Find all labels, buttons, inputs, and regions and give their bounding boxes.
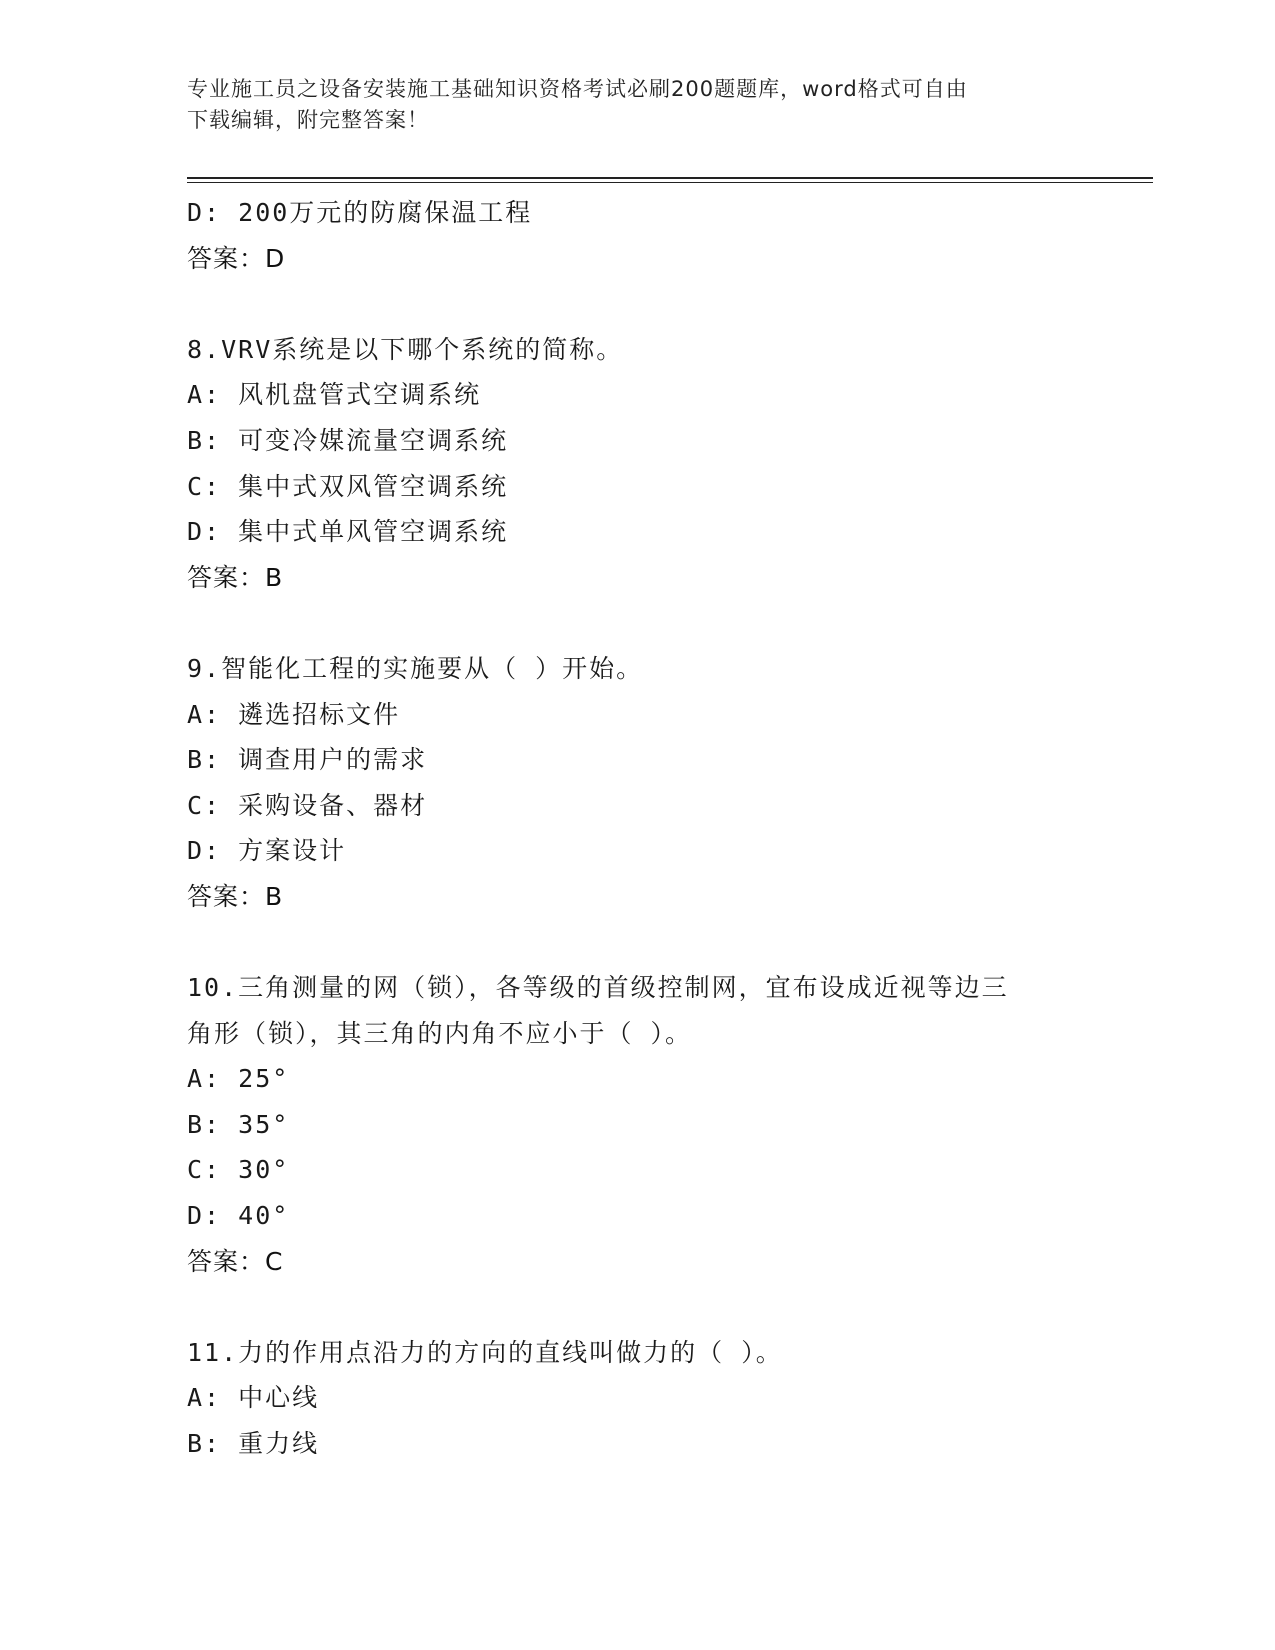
option-line: B: 35°	[187, 1109, 290, 1139]
question-text: 角形（锁），其三角的内角不应小于（ ）。	[187, 1018, 693, 1048]
option-line: D: 集中式单风管空调系统	[187, 517, 509, 547]
answer-line: 答案：B	[187, 562, 284, 592]
option-line: C: 集中式双风管空调系统	[187, 471, 509, 501]
option-line: D: 方案设计	[187, 836, 347, 866]
header-line-2: 下载编辑，附完整答案！	[187, 108, 429, 132]
document-header	[187, 74, 1087, 136]
option-line: A: 遴选招标文件	[187, 699, 401, 729]
header-rule-thick	[187, 177, 1153, 179]
paragraph-gap	[187, 600, 1147, 646]
paragraph-gap	[187, 281, 1147, 327]
option-line: A: 风机盘管式空调系统	[187, 380, 482, 410]
option-line: A: 中心线	[187, 1383, 320, 1413]
question-text: 10.三角测量的网（锁），各等级的首级控制网，宜布设成近视等边三	[187, 973, 1009, 1003]
option-line: C: 30°	[187, 1155, 290, 1185]
option-line: B: 可变冷媒流量空调系统	[187, 425, 509, 455]
header-line-1: 专业施工员之设备安装施工基础知识资格考试必刷200题题库，word格式可自由	[187, 77, 968, 101]
option-line: D: 40°	[187, 1201, 290, 1231]
question-text: 9.智能化工程的实施要从（ ）开始。	[187, 653, 644, 683]
answer-line: 答案：C	[187, 1246, 284, 1276]
header-rule-thin	[187, 182, 1153, 183]
answer-line: 答案：B	[187, 881, 284, 911]
answer-line: 答案：D	[187, 243, 286, 273]
question-text: 11.力的作用点沿力的方向的直线叫做力的（ ）。	[187, 1337, 783, 1367]
paragraph-gap	[187, 920, 1147, 966]
document-body	[187, 190, 1147, 1467]
question-text: 8.VRV系统是以下哪个系统的简称。	[187, 334, 624, 364]
option-line: A: 25°	[187, 1064, 290, 1094]
paragraph-gap	[187, 1284, 1147, 1330]
option-line: C: 采购设备、器材	[187, 790, 428, 820]
option-line: B: 重力线	[187, 1429, 320, 1459]
option-line: B: 调查用户的需求	[187, 745, 428, 775]
option-line: D: 200万元的防腐保温工程	[187, 198, 533, 227]
